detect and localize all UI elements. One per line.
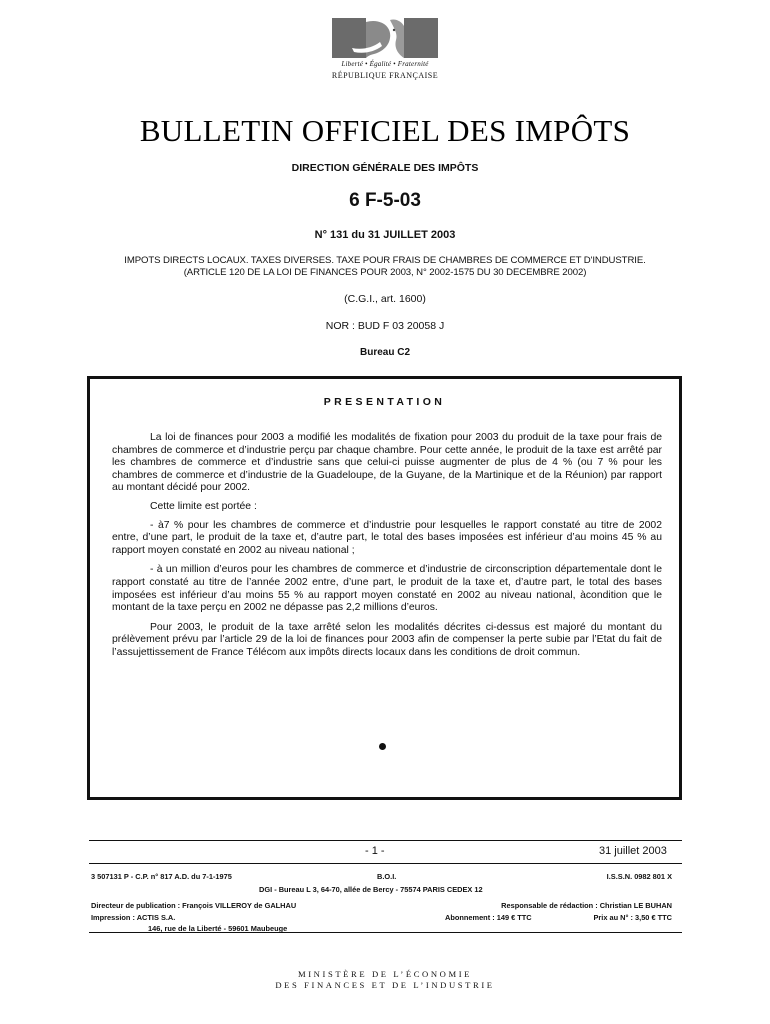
issue-price: Prix au N° : 3,50 € TTC — [593, 913, 672, 922]
subscription-price: Abonnement : 149 € TTC — [445, 913, 532, 922]
presentation-paragraph: - à7 % pour les chambres de commerce et d’industrie pour lesquelles le rapport constaté au titre de 2002 entre, d’une part, le produit de la taxe et, d’autre part, le total des bases imposées est inférieur d’au moins 45 % au rapport moyen constaté en 2002 au niveau national ; — [112, 519, 662, 556]
presentation-title: PRESENTATION — [323, 396, 446, 408]
subject-line-2: (ARTICLE 120 DE LA LOI DE FINANCES POUR 2003, N° 2002-1575 DU 30 DECEMBRE 2002) — [183, 267, 587, 278]
imprint-block — [89, 863, 682, 933]
end-bullet-icon — [379, 743, 386, 750]
issn: I.S.S.N. 0982 801 X — [606, 872, 672, 881]
bulletin-reference: 6 F-5-03 — [349, 190, 421, 211]
nor-reference: NOR : BUD F 03 20058 J — [325, 320, 445, 332]
presentation-paragraph: Pour 2003, le produit de la taxe arrêté selon les modalités décrites ci-dessus est majoré du montant du prélèvement prévu par l’article 29 de la loi de finances pour 2003 afin de compenser la perte subie par l’Etat du fait de l’assujettissement de France Télécom aux impôts directs locaux dans les conditions de droit commun. — [112, 621, 662, 658]
publication-director: Directeur de publication : François VILLEROY de GALHAU — [91, 901, 297, 910]
ministry-line-1: MINISTÈRE DE L’ÉCONOMIE — [297, 969, 473, 979]
editor-in-chief: Responsable de rédaction : Christian LE BUHAN — [501, 901, 672, 910]
presentation-box — [87, 376, 682, 800]
presentation-paragraph: Cette limite est portée : — [150, 500, 257, 512]
marianne-emblem-icon — [332, 12, 438, 62]
document-title: BULLETIN OFFICIEL DES IMPÔTS — [139, 113, 631, 148]
republic-motto: Liberté • Égalité • Fraternité — [341, 60, 429, 68]
printer-address: 146, rue de la Liberté - 59601 Maubeuge — [148, 924, 288, 933]
printer: Impression : ACTIS S.A. — [91, 913, 176, 922]
direction-label: DIRECTION GÉNÉRALE DES IMPÔTS — [291, 162, 479, 174]
republic-name: RÉPUBLIQUE FRANÇAISE — [331, 71, 439, 80]
ministry-wordmark — [0, 969, 770, 991]
issue-number: N° 131 du 31 JUILLET 2003 — [314, 229, 456, 241]
presentation-body — [112, 432, 662, 660]
presentation-paragraph: La loi de finances pour 2003 a modifié les modalités de fixation pour 2003 du produit de la taxe pour frais de chambres de commerce et d’industrie perçu par chaque chambre. Pour cette année, le produit de la taxe est arrêté par les chambres de commerce et d’industrie sans que celui-ci puisse augmenter de plus de 4 % (ou 7 % pour les chambres de commerce et d’industrie de la Guadeloupe, de la Guyane, de la Martinique et de la Réunion) par rapport au montant décidé pour 2002. — [112, 432, 662, 494]
ministry-line-2: DES FINANCES ET DE L’INDUSTRIE — [275, 980, 495, 990]
footer-divider — [89, 840, 682, 841]
boi-label: B.O.I. — [377, 872, 397, 881]
publication-date: 31 juillet 2003 — [599, 845, 667, 857]
subject-line-1: IMPOTS DIRECTS LOCAUX. TAXES DIVERSES. TAXE POUR FRAIS DE CHAMBRES DE COMMERCE ET D'INDUSTRIE. — [124, 255, 646, 266]
cp-reference: 3 507131 P - C.P. n° 817 A.D. du 7-1-1975 — [91, 872, 232, 881]
cgi-reference: (C.G.I., art. 1600) — [344, 293, 426, 305]
publisher-address: DGI - Bureau L 3, 64-70, allée de Bercy - 75574 PARIS CEDEX 12 — [259, 885, 483, 894]
page-number: - 1 - — [365, 845, 385, 857]
bureau-label: Bureau C2 — [359, 347, 410, 358]
presentation-paragraph: - à un million d’euros pour les chambres de commerce et d’industrie de circonscription départementale dont le rapport constaté au titre de l’année 2002 entre, d’une part, le produit de la taxe et, d’autre part, le total des bases imposées est inférieur d’au moins 55 % au rapport moyen constaté en 2002 au niveau national, àcondition que le montant de la taxe perçu en 2002 ne dépasse pas 2,2 millions d’euros. — [112, 564, 662, 614]
subject-heading — [0, 255, 770, 279]
